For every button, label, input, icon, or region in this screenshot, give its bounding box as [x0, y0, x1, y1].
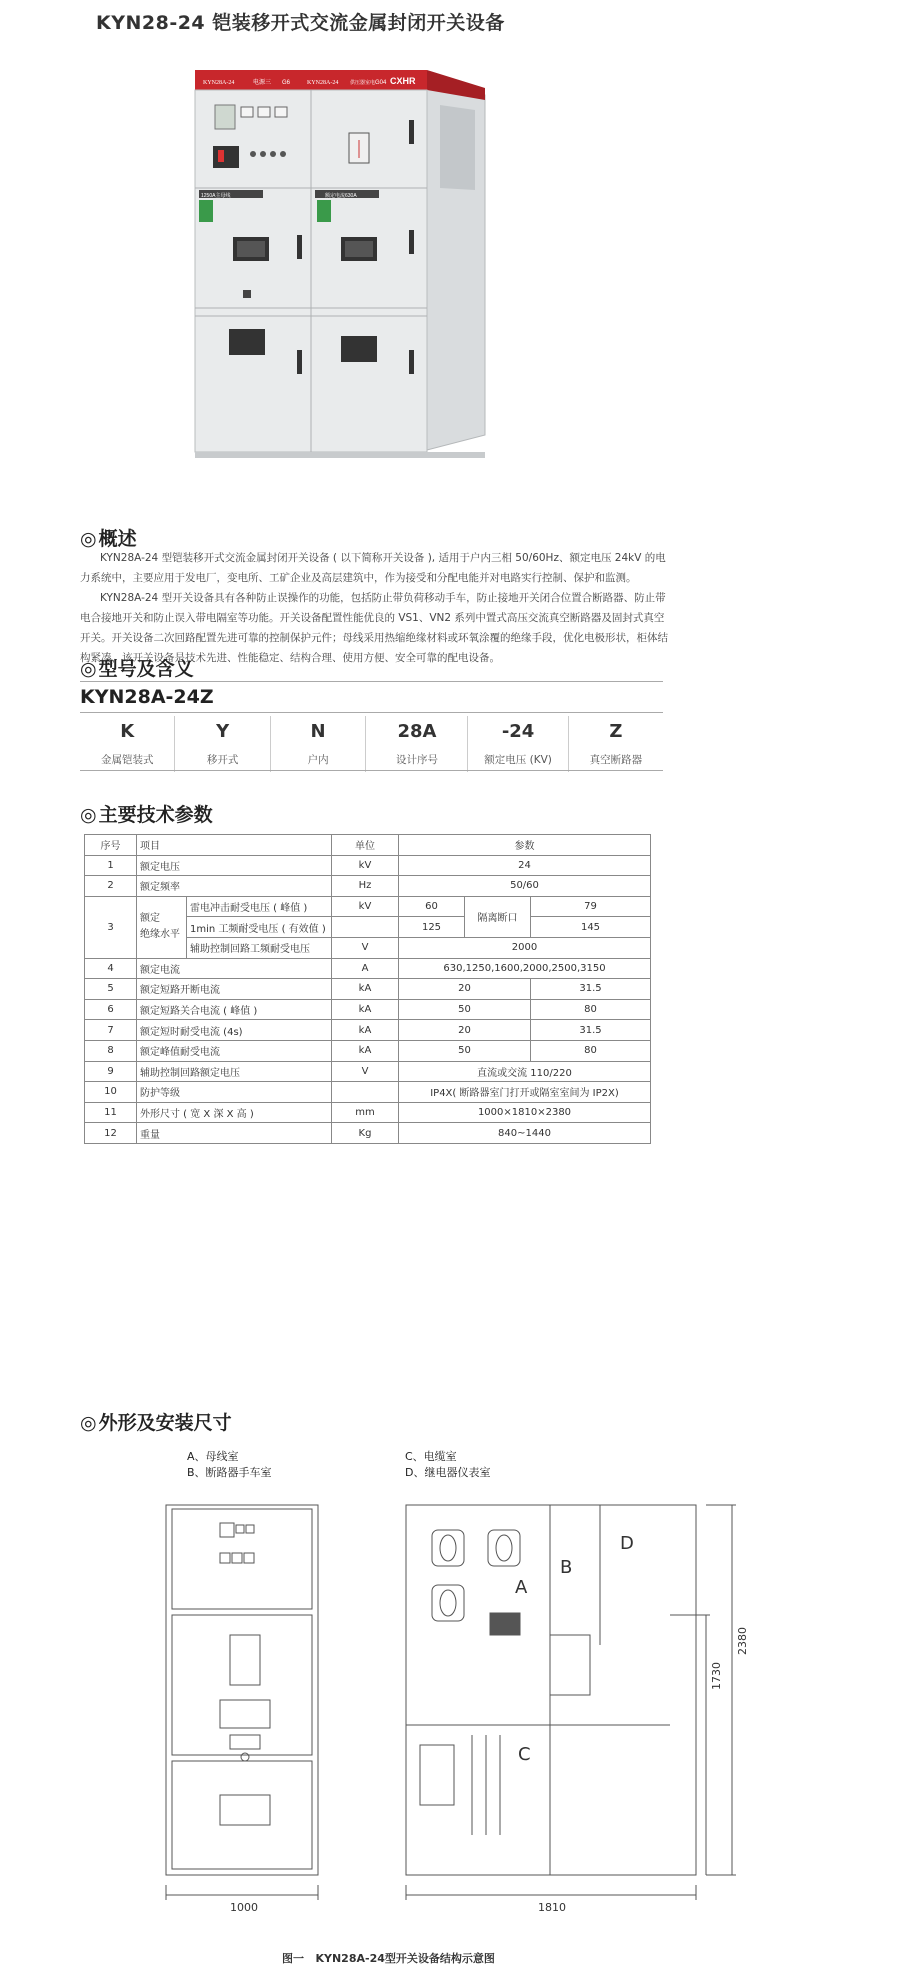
dims-heading-text: 外形及安装尺寸: [98, 1412, 232, 1434]
table-cell: 1000×1810×2380: [399, 1102, 651, 1123]
header-cell: 序号: [85, 835, 137, 856]
table-cell: 额定 绝缘水平: [137, 896, 187, 958]
tech-params-table: [84, 834, 651, 1144]
table-cell: kA: [332, 979, 399, 1000]
table-cell: 125: [399, 917, 465, 938]
table-cell: 额定短路关合电流 ( 峰值 ): [137, 999, 332, 1020]
dim-height-mid: 1730: [710, 1662, 723, 1690]
table-cell: V: [332, 1061, 399, 1082]
model-meaning-cell: 户内: [270, 746, 366, 772]
table-cell: 防护等级: [137, 1082, 332, 1103]
table-cell: 2000: [399, 937, 651, 958]
overview-heading: [80, 524, 137, 551]
table-row: [85, 1102, 651, 1123]
model-heading: [80, 654, 194, 681]
table-row: [85, 999, 651, 1020]
table-cell: Kg: [332, 1123, 399, 1144]
table-cell: 辅助控制回路工频耐受电压: [187, 937, 332, 958]
legend-item-a: A、母线室: [187, 1450, 239, 1463]
panel-label-3: G6: [282, 80, 291, 86]
section-marker-icon: ◎: [80, 528, 97, 550]
table-cell: 雷电冲击耐受电压 ( 峰值 ): [187, 896, 332, 917]
table-cell: 6: [85, 999, 137, 1020]
table-row: [85, 1040, 651, 1061]
legend-item-c: C、电缆室: [405, 1450, 457, 1463]
header-cell: 参数: [399, 835, 651, 856]
plate-left: 1250A主母线: [201, 193, 231, 199]
brand-label: CXHR: [390, 76, 416, 86]
model-code-cell: 28A: [366, 716, 468, 746]
table-cell: 145: [531, 917, 651, 938]
page-title: KYN28-24 铠装移开式交流金属封闭开关设备: [96, 12, 505, 34]
table-cell: 4: [85, 958, 137, 979]
table-cell: 额定电压: [137, 855, 332, 876]
table-cell: IP4X( 断路器室门打开或隔室室间为 IP2X): [399, 1082, 651, 1103]
overview-paragraph-1: KYN28A-24 型铠装移开式交流金属封闭开关设备 ( 以下简称开关设备 ), 适用于户内三相 50/60Hz、额定电压 24kV 的电力系统中，主要应用于发电厂，变电所、工矿企业及高层建筑中，作为接受和分配电能并对电路实行控制、保护和监测。: [80, 552, 666, 584]
table-cell: kA: [332, 1040, 399, 1061]
section-marker-icon: ◎: [80, 1412, 97, 1434]
table-cell: kA: [332, 1020, 399, 1041]
table-cell: V: [332, 937, 399, 958]
table-cell: 7: [85, 1020, 137, 1041]
panel-label-4: KYN28A-24: [307, 80, 339, 86]
table-cell: 10: [85, 1082, 137, 1103]
table-cell: kV: [332, 855, 399, 876]
product-photo: [185, 50, 720, 465]
table-cell: A: [332, 958, 399, 979]
legend-item-b: B、断路器手车室: [187, 1466, 272, 1479]
table-row: [85, 1123, 651, 1144]
table-cell: 80: [531, 999, 651, 1020]
model-code-cell: -24: [468, 716, 568, 746]
table-cell: 额定短路开断电流: [137, 979, 332, 1000]
table-cell: 840~1440: [399, 1123, 651, 1144]
dim-width-front: 1000: [230, 1901, 258, 1914]
model-meaning-cell: 额定电压 (KV): [468, 746, 568, 772]
figure-caption: 图一 KYN28A-24型开关设备结构示意图: [282, 1952, 495, 1965]
model-divider-top: [80, 681, 663, 682]
model-code-cell: N: [270, 716, 366, 746]
model-divider-bottom: [80, 770, 663, 771]
table-row: [85, 979, 651, 1000]
table-cell: 额定电流: [137, 958, 332, 979]
table-cell: 直流或交流 110/220: [399, 1061, 651, 1082]
table-row: [85, 1061, 651, 1082]
table-cell: Hz: [332, 876, 399, 897]
room-label-d: D: [620, 1533, 634, 1554]
dimension-drawing: [150, 1495, 750, 1925]
panel-label-1: KYN28A-24: [203, 80, 235, 86]
table-row: [85, 1082, 651, 1103]
model-divider-mid: [80, 712, 663, 713]
table-cell: 2: [85, 876, 137, 897]
table-cell: 20: [399, 979, 531, 1000]
model-meaning-table: [80, 716, 663, 772]
table-cell: 辅助控制回路额定电压: [137, 1061, 332, 1082]
table-row: [85, 896, 651, 917]
table-cell: 31.5: [531, 1020, 651, 1041]
plate-right: 额定电流630A: [325, 193, 357, 199]
panel-label-2: 电源三: [253, 80, 272, 86]
model-meaning-cell: 真空断路器: [568, 746, 663, 772]
table-cell: 额定短时耐受电流 (4s): [137, 1020, 332, 1041]
table-cell: 9: [85, 1061, 137, 1082]
table-cell: 80: [531, 1040, 651, 1061]
table-cell: 20: [399, 1020, 531, 1041]
model-code: KYN28A-24Z: [80, 686, 214, 708]
dims-heading: [80, 1408, 232, 1435]
table-cell: mm: [332, 1102, 399, 1123]
table-cell: 8: [85, 1040, 137, 1061]
table-row: [85, 1020, 651, 1041]
section-marker-icon: ◎: [80, 658, 97, 680]
params-header-row: [85, 835, 651, 856]
table-cell: 630,1250,1600,2000,2500,3150: [399, 958, 651, 979]
table-row: [85, 855, 651, 876]
overview-paragraph-2: KYN28A-24 型开关设备具有各种防止误操作的功能，包括防止带负荷移动手车，防止接地开关闭合位置合断路器、防止带电合接地开关和防止误入带电隔室等功能。开关设备配置性能优良的 VS1、VN2 系列中置式高压交流真空断路器及固封式真空开关。开关设备二次回路配置先进可靠的控制保护元件；母线采用热缩绝缘材料或环氧涂覆的绝缘手段，优化电极形状，柜体结构紧凑，该开关设备是技术先进、性能稳定、结构合理、使用方便、安全可靠的配电设备。: [80, 592, 668, 664]
params-heading: [80, 800, 213, 827]
table-cell: 24: [399, 855, 651, 876]
table-cell: 额定频率: [137, 876, 332, 897]
table-cell: 50: [399, 1040, 531, 1061]
table-cell: 12: [85, 1123, 137, 1144]
model-meaning-cell: 金属铠装式: [100, 753, 154, 766]
params-heading-text: 主要技术参数: [98, 804, 213, 826]
overview-heading-text: 概述: [98, 528, 137, 550]
table-cell: [332, 917, 399, 938]
model-meaning-cell: 设计序号: [366, 746, 468, 772]
table-cell: 1min 工频耐受电压 ( 有效值 ): [187, 917, 332, 938]
model-code-cell: Z: [568, 716, 663, 746]
table-cell: 50/60: [399, 876, 651, 897]
table-cell: 隔离断口: [465, 896, 531, 937]
table-cell: kA: [332, 999, 399, 1020]
header-cell: 项目: [137, 835, 332, 856]
model-meaning-cell: 移开式: [175, 746, 270, 772]
table-row: [85, 876, 651, 897]
dim-depth: 1810: [538, 1901, 566, 1914]
table-cell: 外形尺寸 ( 宽 X 深 X 高 ): [137, 1102, 332, 1123]
switchgear-cabinet-image: [185, 50, 720, 465]
table-cell: [332, 1082, 399, 1103]
table-row: [85, 958, 651, 979]
table-cell: 50: [399, 999, 531, 1020]
panel-label-5: 供压器室电: [350, 80, 376, 86]
table-cell: 额定峰值耐受电流: [137, 1040, 332, 1061]
dim-height-total: 2380: [736, 1627, 749, 1655]
model-code-cell: Y: [175, 716, 270, 746]
room-label-b: B: [560, 1557, 573, 1578]
table-cell: 重量: [137, 1123, 332, 1144]
table-cell: 5: [85, 979, 137, 1000]
table-cell: 1: [85, 855, 137, 876]
section-marker-icon: ◎: [80, 804, 97, 826]
table-cell: kV: [332, 896, 399, 917]
table-cell: 11: [85, 1102, 137, 1123]
table-cell: 79: [531, 896, 651, 917]
model-heading-text: 型号及含义: [98, 658, 194, 680]
room-label-c: C: [518, 1744, 531, 1765]
room-label-a: A: [515, 1577, 528, 1598]
panel-label-6: G04: [375, 80, 387, 86]
table-cell: 60: [399, 896, 465, 917]
legend-item-d: D、继电器仪表室: [405, 1466, 491, 1479]
model-code-cell: K: [120, 720, 135, 742]
table-cell: 31.5: [531, 979, 651, 1000]
header-cell: 单位: [332, 835, 399, 856]
table-cell: 3: [85, 896, 137, 958]
